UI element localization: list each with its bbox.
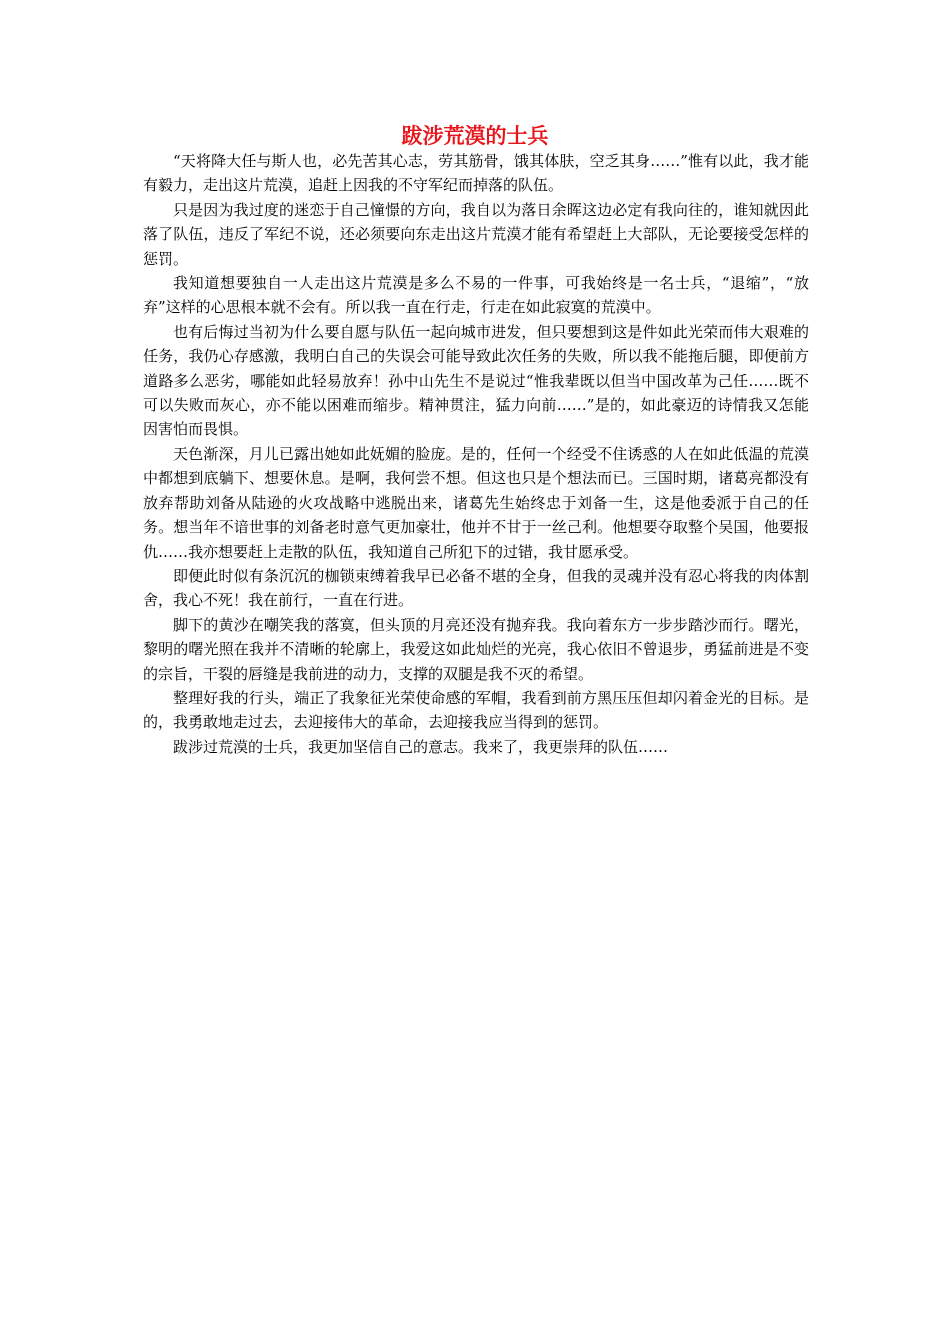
paragraph-4: 也有后悔过当初为什么要自愿与队伍一起向城市进发，但只要想到这是件如此光荣而伟大艰难的任务，我仍心存感激，我明白自己的失误会可能导致此次任务的失败，所以我不能拖后腿，即便前方道路多么恶劣，哪能如此轻易放弃！孙中山先生不是说过“惟我辈既以但当中国改革为己任……既不可以失败而灰心，亦不能以困难而缩步。精神贯注，猛力向前……”是的，如此豪迈的诗情我又怎能因害怕而畏惧。 [143,322,809,439]
document-title: 跋涉荒漠的士兵 [401,123,549,148]
document-body [143,149,809,759]
paragraph-2: 只是因为我过度的迷恋于自己憧憬的方向，我自以为落日余晖这边必定有我向往的，谁知就因此落了队伍，违反了军纪不说，还必须要向东走出这片荒漠才能有希望赶上大部队，无论要接受怎样的惩罚。 [143,200,809,268]
paragraph-6: 即便此时似有条沉沉的枷锁束缚着我早已必备不堪的全身，但我的灵魂并没有忍心将我的肉体割舍，我心不死！我在前行，一直在行进。 [143,566,809,610]
paragraph-1: “天将降大任与斯人也，必先苦其心志，劳其筋骨，饿其体肤，空乏其身……”惟有以此，我才能有毅力，走出这片荒漠，追赶上因我的不守军纪而掉落的队伍。 [143,152,809,195]
paragraph-7: 脚下的黄沙在嘲笑我的落寞，但头顶的月亮还没有抛弃我。我向着东方一步步踏沙而行。曙光，黎明的曙光照在我并不清晰的轮廓上，我爱这如此灿烂的光亮，我心依旧不曾退步，勇猛前进是不变的宗旨，干裂的唇缝是我前进的动力，支撑的双腿是我不灭的希望。 [143,615,809,683]
paragraph-8: 整理好我的行头，端正了我象征光荣使命感的军帽，我看到前方黑压压但却闪着金光的目标。是的，我勇敢地走过去，去迎接伟大的革命，去迎接我应当得到的惩罚。 [143,688,809,732]
paragraph-3: 我知道想要独自一人走出这片荒漠是多么不易的一件事，可我始终是一名士兵，“退缩”，“放弃”这样的心思根本就不会有。所以我一直在行走，行走在如此寂寞的荒漠中。 [143,274,809,317]
paragraph-9: 跋涉过荒漠的士兵，我更加坚信自己的意志。我来了，我更崇拜的队伍…… [173,737,669,756]
paragraph-5: 天色渐深，月儿已露出她如此妩媚的脸庞。是的，任何一个经受不住诱惑的人在如此低温的荒漠中都想到底躺下、想要休息。是啊，我何尝不想。但这也只是个想法而已。三国时期，诸葛亮都没有放弃帮助刘备从陆逊的火攻战略中逃脱出来，诸葛先生始终忠于刘备一生，这是他委派于自己的任务。想当年不谙世事的刘备老时意气更加豪壮，他并不甘于一丝己利。他想要夺取整个吴国，他要报仇……我亦想要赶上走散的队伍，我知道自己所犯下的过错，我甘愿承受。 [143,444,809,561]
